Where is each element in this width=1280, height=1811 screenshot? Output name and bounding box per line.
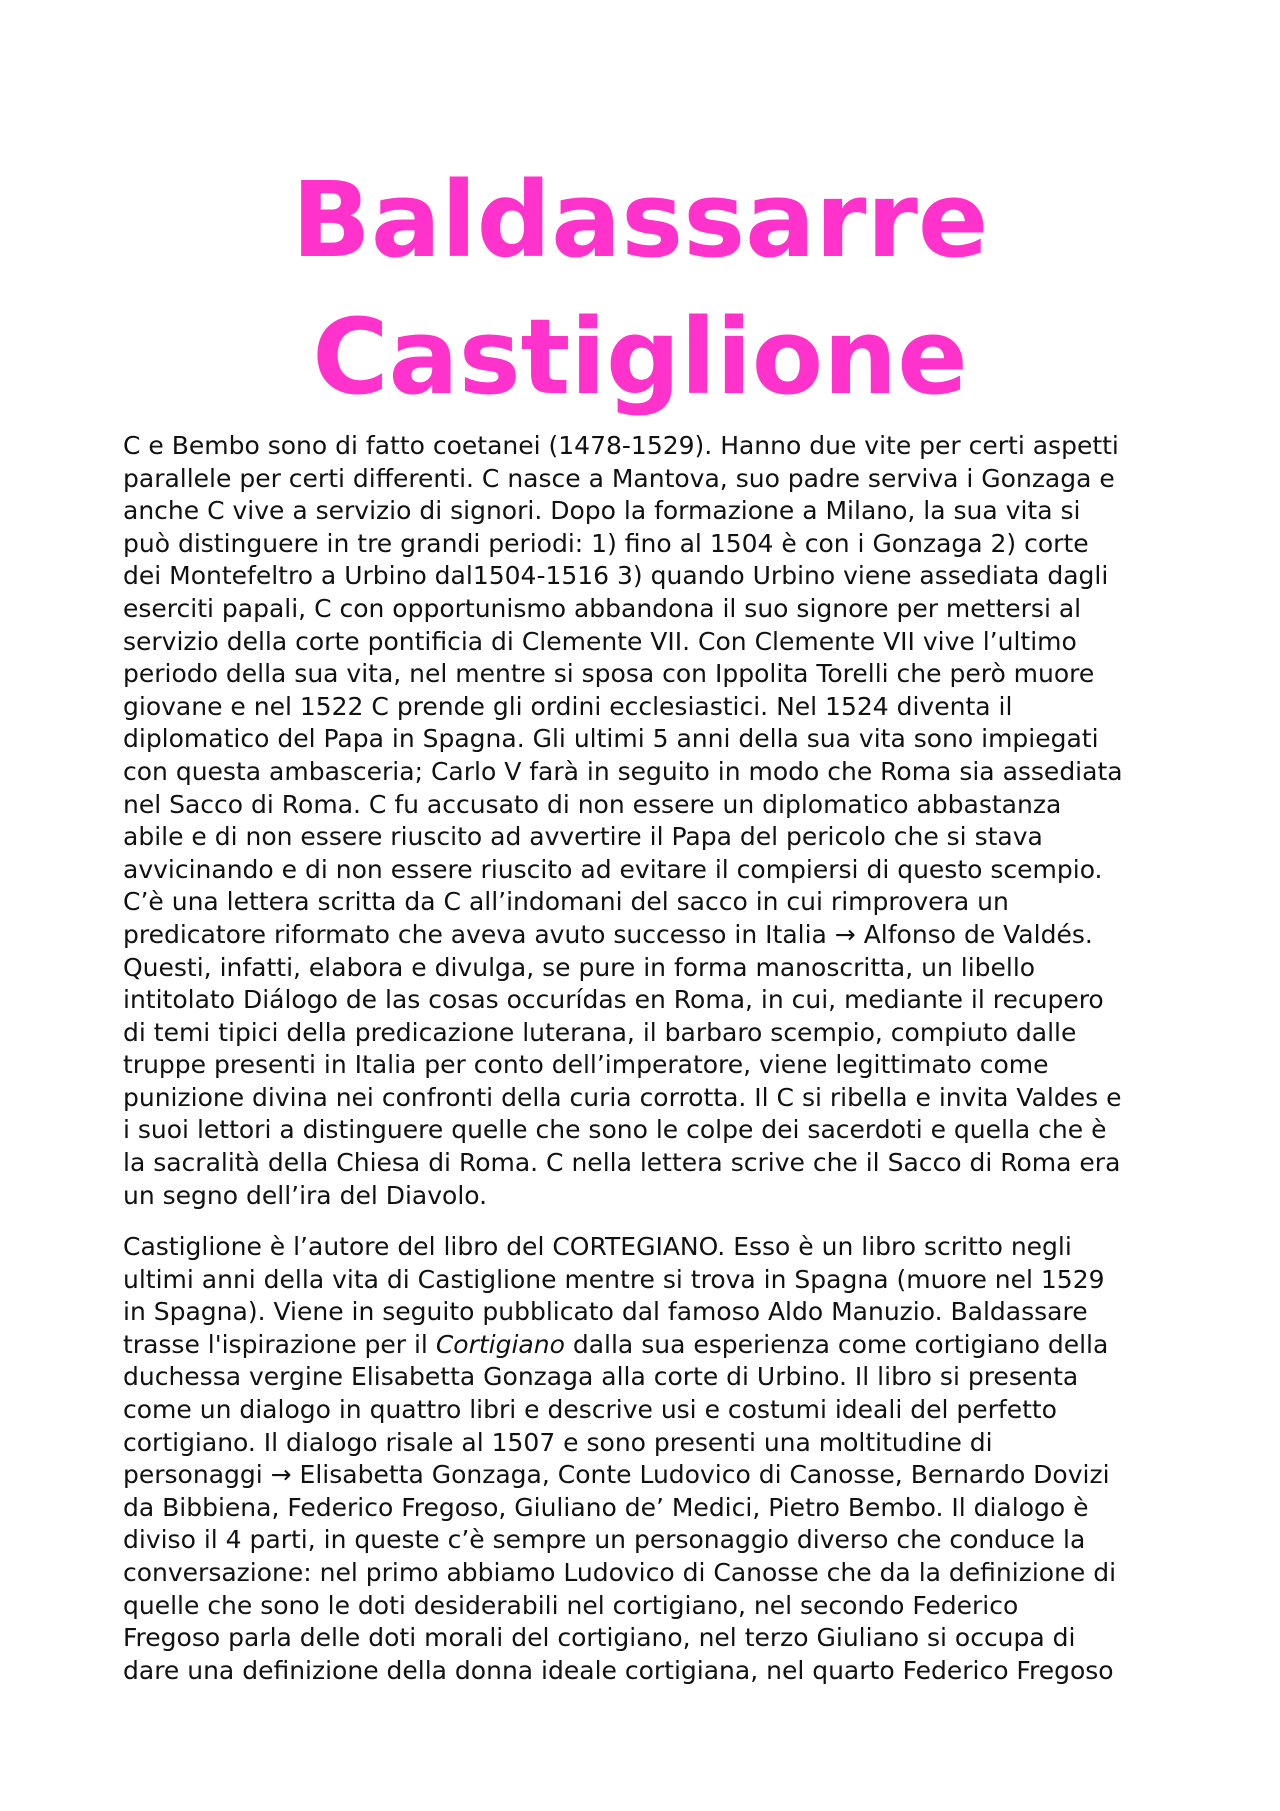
text-segment: personaggi [123, 1460, 271, 1490]
text-line: quelle che sono le doti desiderabili nel cortigiano, nel secondo Federico [123, 1590, 1019, 1620]
arrow-right-icon: → [834, 919, 856, 949]
text-line: giovane e nel 1522 C prende gli ordini ecclesiastici. Nel 1524 diventa il [123, 691, 1013, 721]
text-line: in Spagna). Viene in seguito pubblicato dal famoso Aldo Manuzio. Baldassare [123, 1297, 1088, 1327]
text-line [123, 919, 1183, 952]
text-line: dei Montefeltro a Urbino dal1504-1516 3) quando Urbino viene assediata dagli [123, 561, 1109, 591]
text-line: servizio della corte pontificia di Clemente VII. Con Clemente VII vive l’ultimo [123, 626, 1077, 656]
text-line: di temi tipici della predicazione luterana, il barbaro scempio, compiuto dalle [123, 1017, 1077, 1047]
text-segment: predicatore riformato che aveva avuto successo in Italia [123, 919, 835, 949]
text-line: nel Sacco di Roma. C fu accusato di non essere un diplomatico abbastanza [123, 789, 1062, 819]
text-line: conversazione: nel primo abbiamo Ludovico di Canosse che da la definizione di [123, 1557, 1117, 1587]
text-segment: Elisabetta Gonzaga, Conte Ludovico di Canosse, Bernardo Dovizi [291, 1460, 1110, 1490]
text-line: avvicinando e di non essere riuscito ad evitare il compiersi di questo scempio. [123, 854, 1103, 884]
title-line-1: Baldassarre [291, 159, 989, 281]
text-line: anche C vive a servizio di signori. Dopo la formazione a Milano, la sua vita si [123, 496, 1081, 526]
text-line: Questi, infatti, elabora e divulga, se pure in forma manoscritta, un libello [123, 952, 1036, 982]
text-line: da Bibbiena, Federico Fregoso, Giuliano de’ Medici, Pietro Bembo. Il dialogo è [123, 1492, 1089, 1522]
text-segment: dalla sua esperienza come cortigiano della [564, 1329, 1109, 1359]
text-line: cortigiano. Il dialogo risale al 1507 e sono presenti una moltitudine di [123, 1427, 993, 1457]
text-line: duchessa vergine Elisabetta Gonzaga alla corte di Urbino. Il libro si presenta [123, 1362, 1079, 1392]
text-line: Castiglione è l’autore del libro del CORTEGIANO. Esso è un libro scritto negli [123, 1232, 1072, 1261]
text-segment: Alfonso de Valdés. [855, 919, 1093, 949]
arrow-right-icon: → [270, 1460, 292, 1490]
text-line: eserciti papali, C con opportunismo abbandona il suo signore per mettersi al [123, 593, 1082, 623]
text-line: ultimi anni della vita di Castiglione mentre si trova in Spagna (muore nel 1529 [123, 1264, 1105, 1294]
text-segment: trasse l'ispirazione per il [123, 1329, 436, 1359]
text-line: i suoi lettori a distinguere quelle che sono le colpe dei sacerdoti e quella che è [123, 1115, 1107, 1145]
text-line: diviso il 4 parti, in queste c’è sempre un personaggio diverso che conduce la [123, 1525, 1086, 1555]
text-line: C e Bembo sono di fatto coetanei (1478-1529). Hanno due vite per certi aspetti [123, 431, 1119, 460]
text-line: diplomatico del Papa in Spagna. Gli ultimi 5 anni della sua vita sono impiegati [123, 724, 1099, 754]
text-line: intitolato Diálogo de las cosas occurídas en Roma, in cui, mediante il recupero [123, 985, 1104, 1015]
text-line: punizione divina nei confronti della curia corrotta. Il C si ribella e invita Valdes e [123, 1082, 1122, 1112]
text-line: abile e di non essere riuscito ad avvertire il Papa del pericolo che si stava [123, 822, 1043, 852]
text-line: parallele per certi differenti. C nasce a Mantova, suo padre serviva i Gonzaga e [123, 463, 1115, 493]
paragraph-biography [123, 430, 1183, 1212]
text-line: con questa ambasceria; Carlo V farà in seguito in modo che Roma sia assediata [123, 756, 1123, 786]
text-line: periodo della sua vita, nel mentre si sposa con Ippolita Torelli che però muore [123, 659, 1095, 689]
text-line [123, 1459, 1183, 1492]
document-title [0, 152, 1280, 426]
text-line [123, 1329, 1183, 1362]
title-line-2: Castiglione [312, 296, 968, 418]
text-line: C’è una lettera scritta da C all’indomani del sacco in cui rimprovera un [123, 887, 1009, 917]
text-line: Fregoso parla delle doti morali del cortigiano, nel terzo Giuliano si occupa di [123, 1623, 1076, 1653]
text-line: truppe presenti in Italia per conto dell’imperatore, viene legittimato come [123, 1050, 1049, 1080]
text-line: può distinguere in tre grandi periodi: 1) fino al 1504 è con i Gonzaga 2) corte [123, 528, 1089, 558]
text-line: la sacralità della Chiesa di Roma. C nella lettera scrive che il Sacco di Roma era [123, 1148, 1121, 1178]
book-title-italic: Cortigiano [435, 1329, 565, 1359]
text-line: come un dialogo in quattro libri e descrive usi e costumi ideali del perfetto [123, 1394, 1057, 1424]
text-line: un segno dell’ira del Diavolo. [123, 1180, 488, 1210]
text-line: dare una definizione della donna ideale cortigiana, nel quarto Federico Fregoso [123, 1655, 1114, 1685]
paragraph-cortegiano [123, 1231, 1183, 1687]
